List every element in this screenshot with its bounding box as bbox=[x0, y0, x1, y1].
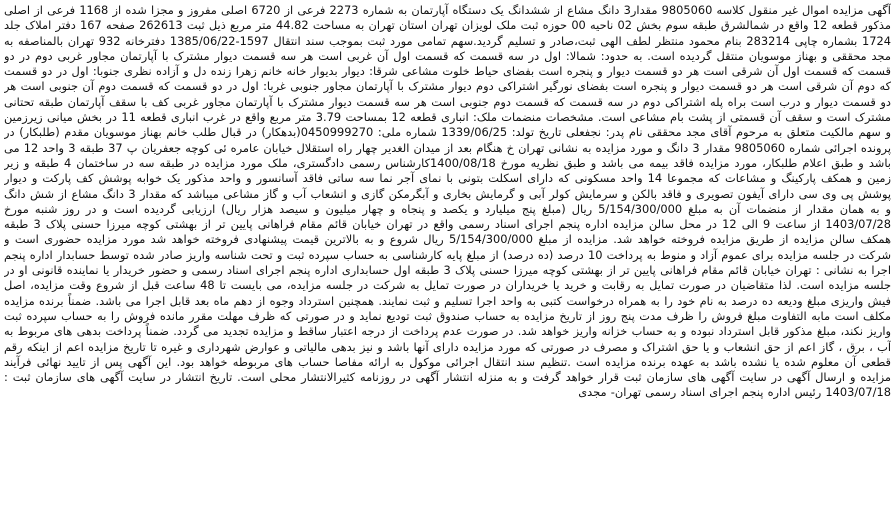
auction-notice bbox=[4, 3, 891, 528]
auction-notice-text: آگهی مزایده اموال غیر منقول کلاسه 9805060 مقدار3 دانگ مشاع از ششدانگ یک دستگاه آپارتمان به شماره 2273 فرعی از 6720 اصلی مفروز و مجزا شده از 1168 فرعی از اصلی مذکور قطعه 12 واقع در شمالشرق طبقه سوم بخش 02 ناحیه 00 حوزه ثبت ملک لویزان تهران استان تهران به مساحت 44.82 متر مربع ذیل ثبت 262613 صفحه 167 دفتر املاک جلد 1724 بشماره چاپی 283214 بنام محمود منتظر لطف الهی ثبت،صادر و تسلیم گردید.سهم تمامی مورد ثبت بموجب سند انتقال 1597-1385/06/22 دفترخانه 932 تهران بالمناصفه به مجد محققی و بهناز موسویان منتقل گردیده است. به حدود: شمالا: اول در سه قسمت که قسمت اول آن غربی است هر سه قسمت دیوار مشترک با آپارتمان مجاور غربی دوم در دو قسمت که قسمت اول آن شرقی است هر دو قسمت دیوار و پنجره است بفضای حیاط خلوت مشاعی شرقا: دیوار بدیوار خانه خانم زهرا زنده دل و آزاده نظری جنوبا: اول در دو قسمت که دوم آن شرقی است هر دو قسمت دیوار و پنجره است بفضای نورگیر اشتراکی دوم دیوار مشترک با آپارتمان مجاور جنوبی غربا: اول در دو قسمت که قسمت دوم آن جنوبی است هر دو قسمت دیوار و درب است براه پله اشتراکی دوم در سه قسمت که قسمت دوم جنوبی است هر سه قسمت دیوار مشترک با آپارتمان مجاور غربی کف با سقف آپارتمان طبقه تحتانی مشترک است و سقف آن قسمتی از پشت بام مشاعی است. مشخصات منضمات ملک: انباری قطعه 12 بمساحت 3.79 متر مربع واقع در غرب انباری قطعه 11 در بخش میانی زیرزمین و سهم مالکیت متعلق به مرحوم آقای مجد محققی نام پدر: نجفعلی تاریخ تولد: 1339/06/25 شماره ملی: 0450999270(بدهکار) در قبال طلب خانم بهناز موسویان مقدم (طلبکار) در پرونده اجرائی شماره 9805060 مقدار 3 دانگ و مورد مزایده به نشانی تهران خ هنگام بعد از میدان الغدیر چهار راه استقلال خیابان عامره ئی کوچه جعفریان پ 37 طبقه 3 واحد 12 می باشد و طبق اعلام طلبکار، مورد مزایده فاقد بیمه می باشد و طبق نظریه مورخ 1400/08/18کارشناس رسمی دادگستری، ملک مورد مزایده در طبقه سه در ساختمان 4 طبقه و زیر زمین و همکف پارکینگ و مشاعات که مجموعا 14 واحد مسکونی که دارای اسکلت بتونی با نمای آجر نما سه ساتی فاقد آسانسور و واحد مذکور یک خوابه پوشش کف پارکت و دیوار پوشش پی وی سی دارای آیفون تصویری و فاقد بالکن و سرمایش کولر آبی و گرمایش بخاری و آبگرمکن گازی و انشعاب آب و گاز مشاعی میباشد که مقدار 3 دانگ مشاع از شش دانگ و به همان مقدار از منضمات آن به مبلغ 5/154/300/000 ریال (مبلغ پنج میلیارد و یکصد و پنجاه و چهار میلیون و سیصد هزار ریال) ارزیابی گردیده است و در روز شنبه مورخ 1403/07/28 از ساعت 9 الی 12 در محل سالن مزایده اداره پنجم اجرای اسناد رسمی واقع در تهران خیابان قائم مقام فراهانی پایین تر از بهشتی کوچه میرزا حسنی پلاک 3 طبقه همکف سالن مزایده از طریق مزایده فروخته خواهد شد. مزایده از مبلغ 5/154/300/000 ریال شروع و به بالاترین قیمت پیشنهادی فروخته خواهد شد مورد مزایده حضوری است و شرکت در جلسه مزایده برای عموم آزاد و منوط به پرداخت 10 درصد (ده درصد) از مبلغ پایه کارشناسی به حساب سپرده ثبت و تحت شناسه واریز صادر شده توسط حسابدار اداره پنجم اجرا به نشانی : تهران خیابان قائم مقام فراهانی پایین تر از بهشتی کوچه میرزا حسنی پلاک 3 طبقه اول حسابداری اداره پنجم اجرای اسناد رسمی و حضور خریدار یا نماینده قانونی او در جلسه مزایده است. لذا متقاضیان در صورت تمایل به رقابت و خرید یا خریداران در صورت تمایل به شرکت در جلسه مزایده، می بایست تا 48 ساعت قبل از شروع وقت مزایده، اصل فیش واریزی مبلغ ودیعه ده درصد به نام خود را به همراه درخواست کتبی به واحد اجرا تسلیم و ثبت نمایند. همچنین استرداد وجوه از دهم ماه بعد قابل اجرا می باشد. ضمناً برنده مزایده مکلف است مابه التفاوت مبلغ فروش را ظرف مدت پنج روز از تاریخ مزایده به حساب صندوق ثبت تودیع نماید و در صورتی که ظرف مهلت مقرر مانده فروش را به حساب سپرده ثبت واریز نکند، مبلغ مذکور قابل استرداد نبوده و به حساب خزانه واریز خواهد شد. در صورت عدم پرداخت از درجه اعتبار ساقط و مزایده تجدید می گردد. ضمناً پرداخت بدهی های مربوط به آب ، برق ، گاز اعم از حق انشعاب و یا حق اشتراک و مصرف در صورتی که مورد مزایده دارای آنها باشد و نیز بدهی مالیاتی و عوارض شهرداری و غیره تا تاریخ مزایده اعم از اینکه رقم قطعی آن معلوم شده یا نشده باشد به عهده برنده مزایده است .تنظیم سند انتقال اجرائی موکول به ارائه مفاصا حساب های مربوطه خواهد بود. این آگهی پس از تایید نهائی فرآیند مزایده و ارسال آگهی در سایت آگهی های سازمان ثبت قرار خواهد گرفت و به منزله انتشار آگهی در روزنامه کثیرالانتشار محلی است. تاریخ انتشار در سایت آگهی های سازمان ثبت : 1403/07/18 رئیس اداره پنجم اجرای اسناد رسمی تهران- مجدی bbox=[4, 3, 891, 400]
